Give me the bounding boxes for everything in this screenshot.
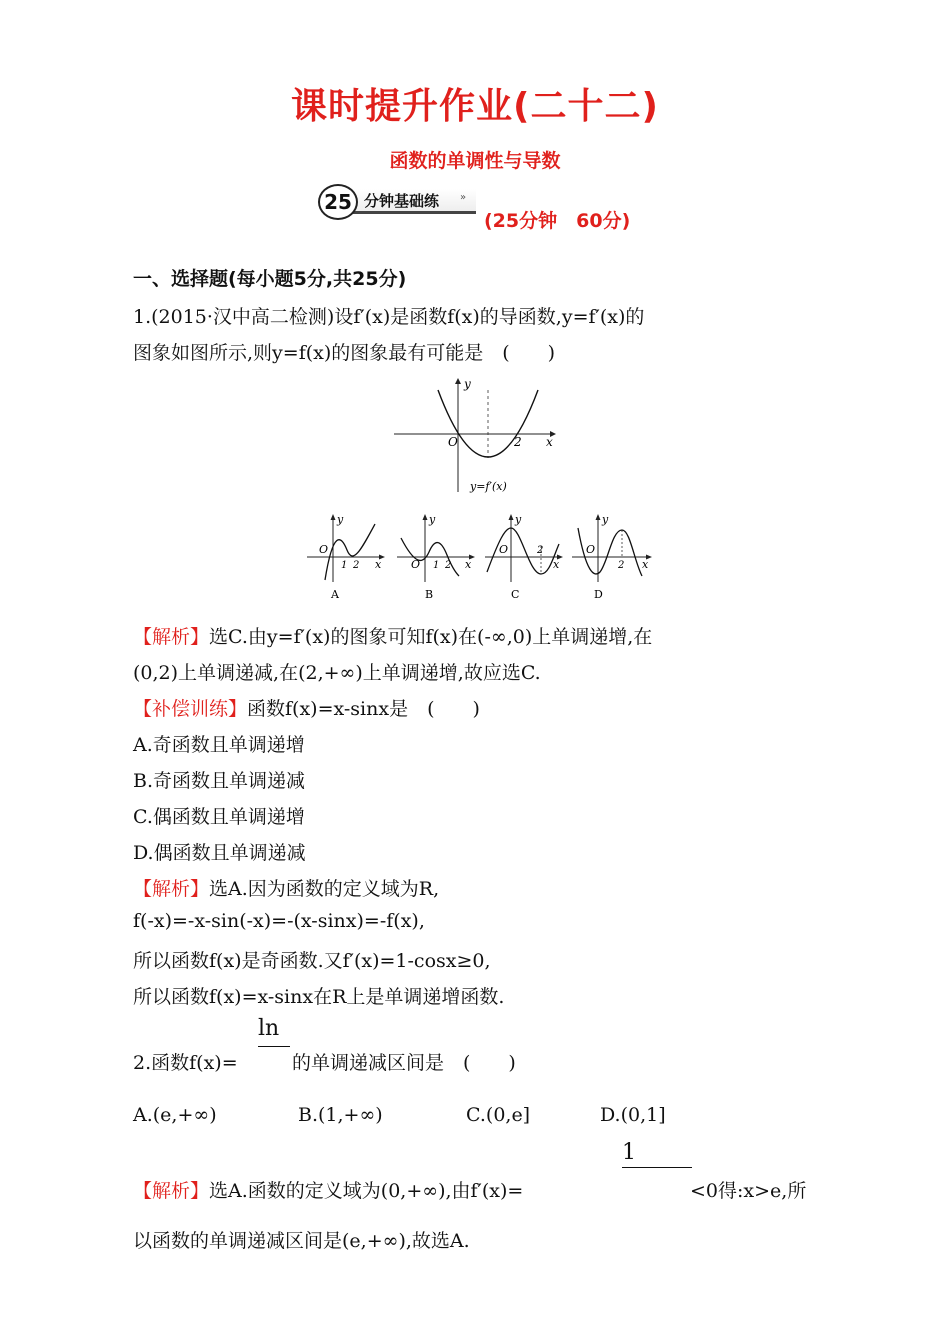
option-b-graph bbox=[393, 510, 479, 602]
section-heading: 一、选择题(每小题5分,共25分) bbox=[133, 268, 407, 290]
tick-label-2: 2 bbox=[514, 435, 522, 449]
origin-label: O bbox=[448, 435, 458, 449]
badge-label: 分钟基础练 bbox=[364, 192, 440, 210]
option-d-graph bbox=[568, 510, 656, 602]
q2-analysis-fraction-bar bbox=[622, 1167, 692, 1168]
supplement-option-d: D.偶函数且单调递减 bbox=[133, 842, 306, 864]
timing-info: (25分钟 60分) bbox=[484, 210, 631, 232]
q2-suffix: 的单调递减区间是 ( ) bbox=[292, 1052, 516, 1074]
page-subtitle: 函数的单调性与导数 bbox=[389, 150, 561, 172]
q1-analysis-line-1 bbox=[133, 622, 652, 649]
option-d-label: D bbox=[594, 588, 603, 601]
q2-option-a: A.(e,+∞) bbox=[133, 1104, 217, 1126]
origin-label: O bbox=[499, 543, 509, 556]
badge-number: 25 bbox=[318, 184, 358, 220]
analysis-text: 选C.由y=f′(x)的图象可知f(x)在(-∞,0)上单调递增,在 bbox=[209, 626, 653, 648]
supplement-option-b: B.奇函数且单调递减 bbox=[133, 770, 306, 792]
page-title: 课时提升作业(二十二) bbox=[291, 86, 659, 127]
q2-option-d: D.(0,1] bbox=[600, 1104, 666, 1126]
q2-fraction-numerator: ln bbox=[258, 1016, 280, 1041]
option-c-curve bbox=[487, 528, 559, 574]
x-label: x bbox=[546, 435, 553, 449]
q2-analysis-line-1b: <0得:x>e,所 bbox=[690, 1180, 807, 1202]
q2-analysis-line-1a bbox=[133, 1176, 523, 1203]
supplement-analysis-line-4: 所以函数f(x)=x-sinx在R上是单调递增函数. bbox=[133, 986, 505, 1008]
analysis-text: 选A.因为函数的定义域为R, bbox=[209, 878, 440, 900]
supplement-analysis-line-2: f(-x)=-x-sin(-x)=-(x-sinx)=-f(x), bbox=[133, 910, 425, 932]
q1-line-1: 1.(2015·汉中高二检测)设f′(x)是函数f(x)的导函数,y=f′(x)的 bbox=[133, 306, 645, 328]
q2-fraction-bar bbox=[258, 1046, 290, 1047]
y-arrow-icon bbox=[509, 514, 514, 520]
analysis-tag: 【解析】 bbox=[133, 1180, 210, 1202]
tick-2: 2 bbox=[353, 560, 360, 571]
option-a-graph bbox=[303, 510, 389, 602]
analysis-tag: 【解析】 bbox=[133, 878, 210, 900]
y-label: y bbox=[515, 513, 522, 526]
origin-label: O bbox=[411, 558, 421, 571]
tick-1: 1 bbox=[433, 560, 440, 571]
origin-label: O bbox=[319, 543, 329, 556]
tick-2: 2 bbox=[445, 560, 452, 571]
q2-analysis-line-2: 以函数的单调递减区间是(e,+∞),故选A. bbox=[133, 1230, 470, 1252]
supplement-question bbox=[133, 694, 480, 721]
supplement-analysis-line-3: 所以函数f(x)是奇函数.又f′(x)=1-cosx≥0, bbox=[133, 950, 491, 972]
time-badge bbox=[314, 184, 479, 216]
supplement-option-c: C.偶函数且单调递增 bbox=[133, 806, 305, 828]
y-axis-arrow-icon bbox=[455, 378, 461, 384]
x-label: x bbox=[375, 558, 382, 571]
badge-arrow-icon: » bbox=[460, 192, 467, 203]
supplement-option-a: A.奇函数且单调递增 bbox=[133, 734, 305, 756]
x-label: x bbox=[465, 558, 472, 571]
x-label: x bbox=[553, 558, 560, 571]
option-a-label: A bbox=[331, 588, 339, 601]
q1-line-2: 图象如图所示,则y=f(x)的图象最有可能是 ( ) bbox=[133, 342, 556, 364]
y-arrow-icon bbox=[423, 514, 428, 520]
q2-prefix: 2.函数f(x)= bbox=[133, 1052, 238, 1074]
origin-label: O bbox=[586, 543, 596, 556]
analysis-tag: 【解析】 bbox=[133, 626, 210, 648]
graph-caption: y=f′(x) bbox=[470, 480, 507, 493]
analysis-text: 选A.函数的定义域为(0,+∞),由f′(x)= bbox=[209, 1180, 524, 1202]
y-arrow-icon bbox=[331, 514, 336, 520]
y-label: y bbox=[429, 513, 436, 526]
y-label: y bbox=[337, 513, 344, 526]
y-label: y bbox=[602, 513, 609, 526]
tick-2: 2 bbox=[618, 560, 625, 571]
option-c-graph bbox=[481, 510, 567, 602]
option-b-label: B bbox=[425, 588, 434, 601]
tick-2: 2 bbox=[537, 545, 544, 556]
q1-analysis-line-2: (0,2)上单调递减,在(2,+∞)上单调递增,故应选C. bbox=[133, 662, 541, 684]
y-arrow-icon bbox=[596, 514, 601, 520]
tick-1: 1 bbox=[341, 560, 348, 571]
q2-option-b: B.(1,+∞) bbox=[298, 1104, 383, 1126]
q2-option-c: C.(0,e] bbox=[466, 1104, 531, 1126]
q2-analysis-fraction-numerator: 1 bbox=[622, 1140, 636, 1165]
supplement-tag: 【补偿训练】 bbox=[133, 698, 248, 720]
derivative-graph bbox=[388, 372, 568, 498]
supplement-analysis-line-1 bbox=[133, 874, 439, 901]
option-c-label: C bbox=[511, 588, 520, 601]
supplement-text: 函数f(x)=x-sinx是 ( ) bbox=[247, 698, 480, 720]
y-label: y bbox=[464, 377, 471, 391]
x-label: x bbox=[642, 558, 649, 571]
